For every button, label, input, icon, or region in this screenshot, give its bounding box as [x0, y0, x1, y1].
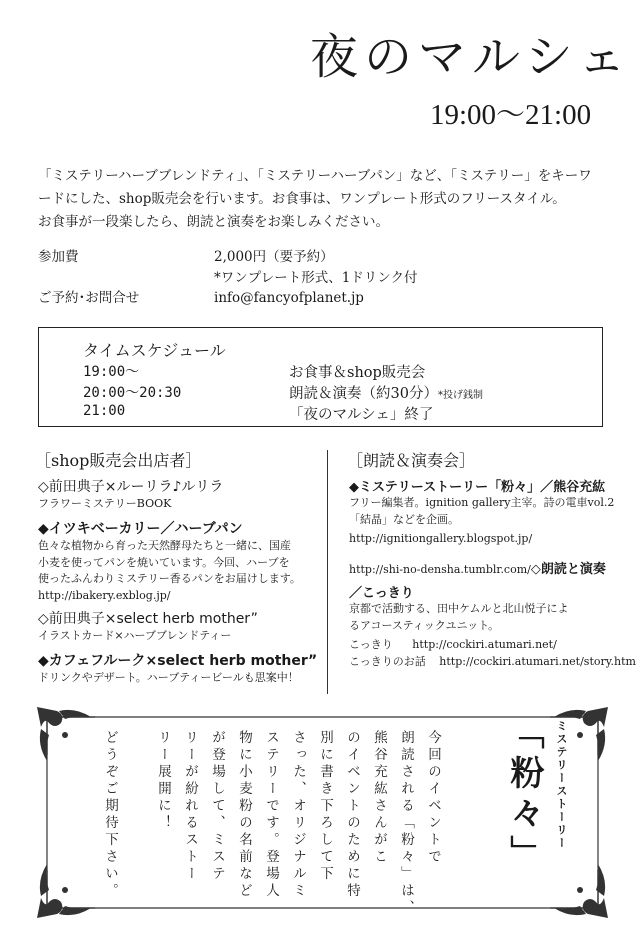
story-column: 物に小麦粉の名前など: [236, 730, 252, 900]
story-column: のイベントのために特: [344, 730, 360, 900]
reading-link-row: [349, 654, 639, 671]
shop-item: [38, 608, 323, 645]
story-column: 熊谷充紘さんがこ: [371, 730, 387, 866]
reading-link[interactable]: http://cockiri.atumari.net/story.htm: [439, 654, 636, 668]
story-subtitle: ミステリーストーリー: [555, 720, 568, 850]
story-column: さった、オリジナルミ: [290, 730, 306, 900]
shop-item-desc: フラワーミステリーBOOK: [38, 497, 172, 510]
reading-item: [349, 582, 639, 670]
schedule-box: [38, 327, 603, 427]
intro-line: お食事が一段楽したら、朗読と演奏をお楽しみください。: [38, 214, 389, 230]
reading-link[interactable]: http://shi-no-densha.tumblr.com/: [349, 563, 531, 576]
fee-value: 2,000円（要予約）: [214, 249, 334, 265]
shop-item-heading: ◇前田典子×select herb mother”: [38, 611, 258, 627]
shop-item: [38, 650, 323, 687]
event-time: 19:00～21:00: [430, 99, 592, 131]
contact-email[interactable]: info@fancyofplanet.jp: [214, 290, 364, 306]
reading-link-label: こっきり: [349, 638, 393, 651]
reading-item-link[interactable]: http://ignitiongallery.blogspot.jp/: [349, 532, 533, 545]
schedule-event: お食事＆shop販売会: [289, 365, 426, 381]
shop-item-link[interactable]: http://ibakery.exblog.jp/: [38, 588, 171, 602]
fee-note: *ワンプレート形式、1ドリンク付: [214, 269, 418, 286]
reading-item-desc: 京都で活動する、田中ケムルと北山悦子によ: [349, 602, 569, 615]
reading-link-row: [349, 558, 639, 579]
intro-line: 「ミステリーハーブブレンドティ」、「ミステリーハーブパン」など、「ミステリー」をキーワ: [38, 168, 592, 184]
reading-item-desc: 「結晶」などを企画。: [349, 512, 459, 526]
reading-item-desc: るアコースティックユニット。: [349, 618, 500, 632]
reading-item: [349, 476, 634, 548]
reading-link[interactable]: http://cockiri.atumari.net/: [412, 638, 557, 651]
story-column: ステリーです。登場人: [263, 730, 279, 900]
intro-text: [38, 165, 613, 234]
shop-section-title: ［shop販売会出店者］: [35, 451, 202, 470]
reading-item-heading: ◇朗読と演奏: [530, 562, 606, 577]
fee-label: 参加費: [38, 249, 79, 265]
schedule-time: 21:00: [83, 403, 126, 419]
intro-line: ードにした、shop販売会を行います。お食事は、ワンプレート形式のフリースタイル。: [38, 191, 566, 207]
story-column: リーが紛れるストー: [182, 730, 198, 883]
corner-ornament-icon: [37, 707, 91, 761]
shop-item-heading: ◇前田典子×ルーリラ♪ルリラ: [38, 479, 224, 495]
story-column: リー展開に！: [155, 730, 171, 832]
story-column: が登場して、ミステ: [209, 730, 225, 883]
schedule-note: *投げ銭制: [437, 390, 483, 401]
reading-link-row: [349, 637, 639, 654]
reading-section-title: ［朗読＆演奏会］: [347, 451, 476, 470]
shop-item-desc: イラストカード×ハーブブレンドティー: [38, 629, 232, 642]
schedule-heading: タイムスケジュール: [83, 341, 226, 360]
shop-item: [38, 476, 323, 513]
story-column: 今回のイベントで: [425, 730, 441, 866]
schedule-time: 20:00～20:30: [83, 385, 182, 401]
story-column: どうぞご期待下さい。: [102, 730, 118, 900]
schedule-time: 19:00～: [83, 364, 140, 380]
schedule-event-text: 朗読＆演奏（約30分）: [289, 386, 438, 402]
column-divider: [327, 450, 328, 694]
shop-item-heading: ◆カフェフルーク×select herb mother”: [38, 653, 318, 669]
shop-item-desc: ドリンクやデザート。ハーブティービールも思案中！: [38, 671, 299, 684]
reading-item-heading: ◆ミステリーストーリー「粉々」／熊谷充紘: [349, 480, 606, 495]
schedule-event: 「夜のマルシェ」終了: [289, 407, 434, 423]
reading-link-label: こっきりのお話: [349, 654, 426, 668]
contact-label: ご予約･お問合せ: [38, 290, 140, 306]
shop-item-desc: 使ったふんわりミステリー香るパンをお届けします。: [38, 572, 301, 585]
reading-item-heading: ／こっきり: [349, 586, 414, 601]
corner-ornament-icon: [37, 864, 91, 918]
shop-item-desc: 色々な植物から育った天然酵母たちと一緒に、国産: [38, 539, 291, 552]
shop-item-desc: 小麦を使ってパンを焼いています。今回、ハーブを: [38, 555, 290, 569]
schedule-event: [289, 382, 483, 403]
shop-item-heading: ◆イツキベーカリー／ハーブパン: [38, 521, 243, 537]
reading-item-desc: フリー編集者。ignition gallery主宰。詩の電車vol.2: [349, 496, 615, 509]
page-title: 夜のマルシェ: [310, 29, 632, 85]
info-block: [38, 247, 598, 309]
shop-item: [38, 518, 323, 604]
story-title: 「粉々」: [504, 715, 544, 875]
corner-ornament-icon: [554, 864, 608, 918]
story-column: 朗読される「粉々」は、: [398, 730, 414, 917]
story-column: 別に書き下ろして下: [317, 730, 333, 883]
